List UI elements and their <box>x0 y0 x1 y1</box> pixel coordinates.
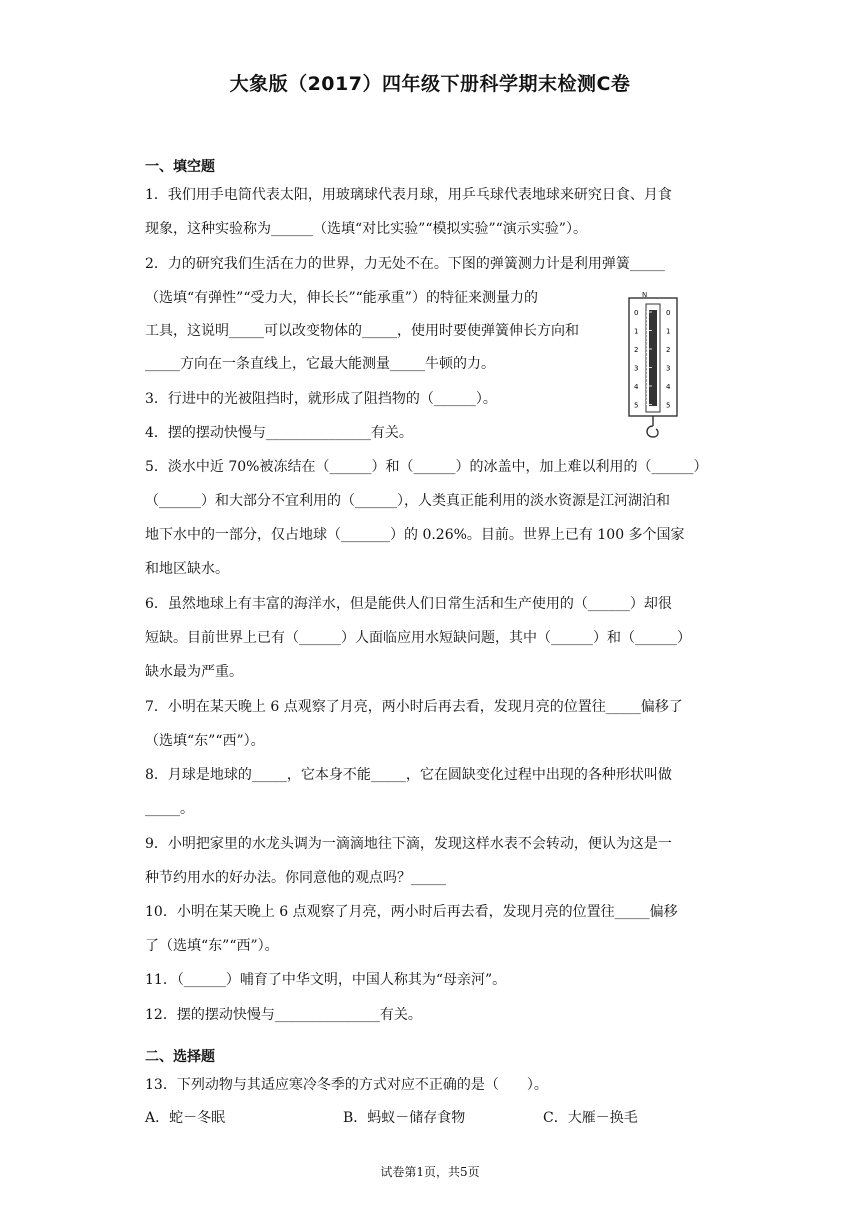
tick-label-right: 1 <box>666 327 671 336</box>
option-c: C．大雁－换毛 <box>543 1110 638 1126</box>
page-title: 大象版（2017）四年级下册科学期末检测C卷 <box>229 73 631 95</box>
question-line: 现象，这种实验称为______（选填“对比实验”“模拟实验”“演示实验”）。 <box>145 221 587 237</box>
question-line: 3．行进中的光被阻挡时，就形成了阻挡物的（______）。 <box>145 391 497 407</box>
question-line: （选填“东”“西”）。 <box>145 733 265 749</box>
question-line: 了（选填“东”“西”）。 <box>145 938 279 954</box>
section-heading-choice: 二、选择题 <box>145 1049 215 1065</box>
question-line: 5．淡水中近 70%被冻结在（______）和（______）的冰盖中，加上难以利用的（______） <box>145 459 708 475</box>
tick-label-right: 5 <box>666 401 671 410</box>
question-line: （______）和大部分不宜利用的（______），人类真正能利用的淡水资源是江河湖泊和 <box>145 493 670 509</box>
spring-coil <box>649 310 657 406</box>
question-line: 7．小明在某天晚上 6 点观察了月亮，两小时后再去看，发现月亮的位置往_____偏移了 <box>145 699 683 715</box>
tick-label-left: 3 <box>634 364 639 373</box>
question-line: 地下水中的一部分，仅占地球（_______）的 0.26%。目前。世界上已有 100 多个国家 <box>145 527 685 543</box>
tick-label-right: 0 <box>666 309 671 317</box>
question-13: 13．下列动物与其适应寒冷冬季的方式对应不正确的是（ ）。 <box>145 1077 548 1093</box>
unit-label: N <box>642 291 648 299</box>
question-line: 10．小明在某天晚上 6 点观察了月亮，两小时后再去看，发现月亮的位置往_____偏移 <box>145 904 678 920</box>
page-footer: 试卷第1页，共5页 <box>380 1165 480 1179</box>
question-line: _____方向在一条直线上，它最大能测量_____牛顿的力。 <box>145 356 495 372</box>
question-line: 工具，这说明_____可以改变物体的_____，使用时要使弹簧伸长方向和 <box>145 323 579 339</box>
tick-label-right: 3 <box>666 364 671 373</box>
question-line: （选填“有弹性”“受力大，伸长长”“能承重”）的特征来测量力的 <box>145 290 538 306</box>
spring-scale-image <box>628 288 680 440</box>
question-line: 6．虽然地球上有丰富的海洋水，但是能供人们日常生活和生产使用的（______）却很 <box>145 596 672 612</box>
tick-label-left: 2 <box>634 346 639 354</box>
question-line: 和地区缺水。 <box>145 561 229 577</box>
question-line: 2．力的研究我们生活在力的世界，力无处不在。下图的弹簧测力计是利用弹簧_____ <box>145 256 665 272</box>
question-line: 短缺。目前世界上已有（______）人面临应用水短缺问题，其中（______）和（______） <box>145 630 691 646</box>
question-line: 11．（______）哺育了中华文明，中国人称其为“母亲河”。 <box>145 972 507 988</box>
tick-label-left: 0 <box>634 309 639 317</box>
question-line: 种节约用水的好办法。你同意他的观点吗？_____ <box>145 870 446 886</box>
scale-hook <box>647 416 658 437</box>
question-line: 4．摆的摆动快慢与_______________有关。 <box>145 425 413 441</box>
tick-label-right: 4 <box>666 383 671 391</box>
question-line: 8．月球是地球的_____，它本身不能_____，它在圆缺变化过程中出现的各种形状叫做 <box>145 767 672 783</box>
option-b: B．蚂蚁－储存食物 <box>343 1110 466 1126</box>
question-line: 12．摆的摆动快慢与_______________有关。 <box>145 1007 422 1023</box>
option-a: A．蛇－冬眠 <box>145 1110 226 1126</box>
question-line: 缺水最为严重。 <box>145 664 243 680</box>
tick-label-left: 4 <box>634 383 639 391</box>
tick-label-left: 1 <box>634 327 639 336</box>
section-heading-fill-blank: 一、填空题 <box>145 159 215 175</box>
question-line: _____。 <box>145 801 194 817</box>
tick-label-right: 2 <box>666 346 671 354</box>
tick-label-left: 5 <box>634 401 639 410</box>
question-line: 1．我们用手电筒代表太阳，用玻璃球代表月球，用乒乓球代表地球来研究日食、月食 <box>145 187 672 203</box>
question-line: 9．小明把家里的水龙头调为一滴滴地往下滴，发现这样水表不会转动，便认为这是一 <box>145 836 672 852</box>
